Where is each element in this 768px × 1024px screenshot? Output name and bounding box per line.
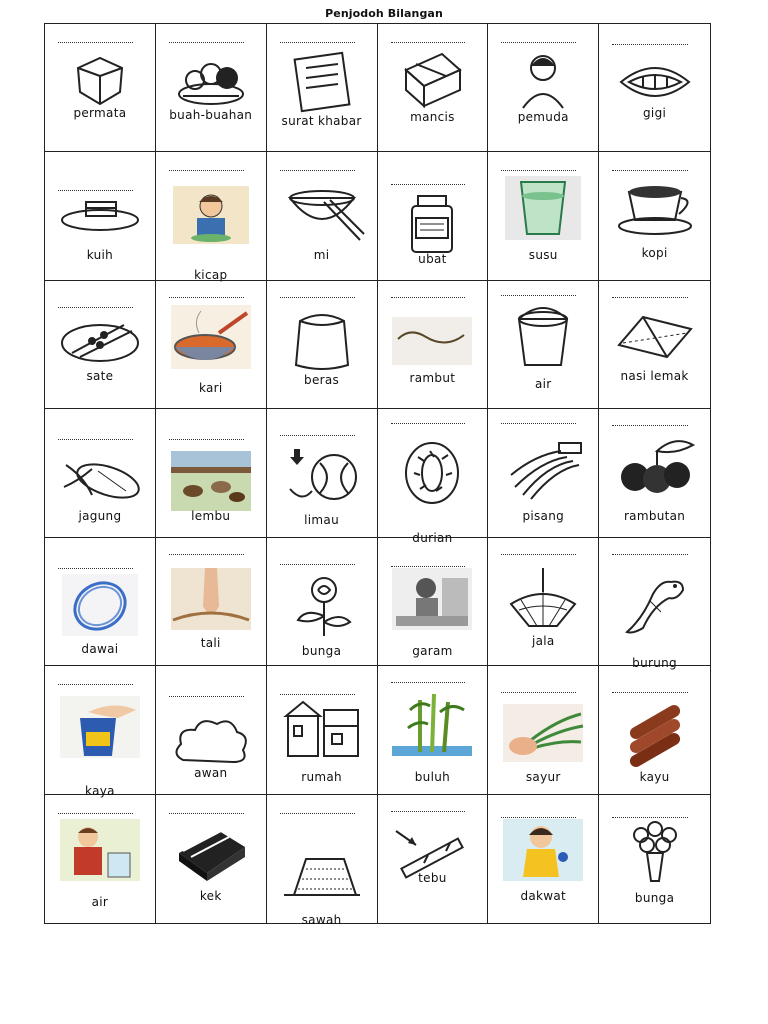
word-card-pisang	[488, 409, 599, 537]
rice-sack-icon	[280, 307, 364, 373]
answer-blank-line[interactable]	[501, 554, 576, 555]
answer-blank-line[interactable]	[501, 423, 576, 424]
answer-blank-line[interactable]	[169, 42, 244, 43]
card-word-label: kuih	[86, 248, 114, 263]
card-word-label: bunga	[634, 890, 675, 905]
answer-blank-line[interactable]	[169, 813, 244, 814]
card-word-label: dakwat	[520, 888, 567, 903]
word-card-kopi	[599, 152, 710, 280]
word-card-sawah	[267, 795, 378, 927]
answer-blank-line[interactable]	[169, 170, 244, 171]
answer-blank-line[interactable]	[280, 297, 355, 298]
answer-blank-line[interactable]	[280, 813, 355, 814]
answer-blank-line[interactable]	[501, 42, 576, 43]
word-card-mancis	[378, 24, 489, 152]
bucket-icon	[501, 303, 585, 369]
answer-blank-line[interactable]	[169, 297, 244, 298]
card-word-label: garam	[412, 643, 453, 658]
banana-bunch-icon	[501, 435, 585, 501]
house-row-icon	[280, 696, 364, 762]
card-word-label: lembu	[191, 509, 231, 524]
word-card-mi	[267, 152, 378, 280]
card-word-label: jala	[531, 633, 555, 648]
word-card-buluh	[378, 666, 489, 794]
curry-pot-icon	[169, 303, 253, 369]
card-word-label: susu	[528, 248, 558, 263]
answer-blank-line[interactable]	[612, 170, 688, 171]
jam-jar-icon	[58, 694, 142, 760]
word-card-bunga	[267, 538, 378, 666]
answer-blank-line[interactable]	[612, 425, 688, 426]
gem-icon	[58, 48, 142, 114]
corn-icon	[58, 447, 142, 513]
card-word-label: mi	[313, 248, 330, 263]
word-card-grid	[44, 23, 711, 927]
answer-blank-line[interactable]	[391, 682, 466, 683]
answer-blank-line[interactable]	[169, 696, 244, 697]
answer-blank-line[interactable]	[280, 564, 355, 565]
card-word-label: sawah	[301, 912, 342, 927]
card-word-label: mancis	[410, 110, 455, 124]
word-card-gigi	[599, 24, 710, 152]
word-card-rambut	[378, 281, 489, 409]
answer-blank-line[interactable]	[58, 439, 133, 440]
leaf-wrap-icon	[613, 305, 697, 371]
word-card-durian	[378, 409, 489, 546]
word-card-kuih	[45, 152, 156, 280]
card-word-label: bunga	[301, 643, 342, 658]
word-card-air	[488, 281, 599, 409]
card-word-label: pemuda	[517, 110, 569, 124]
answer-blank-line[interactable]	[391, 184, 466, 185]
word-card-kari	[156, 281, 267, 409]
word-card-tali	[156, 538, 267, 666]
coffee-cup-icon	[613, 174, 697, 240]
answer-blank-line[interactable]	[169, 439, 244, 440]
word-card-bunga	[599, 795, 710, 923]
word-card-nasi-lemak	[599, 281, 710, 409]
boy-drinking-icon	[58, 817, 142, 883]
card-word-label: limau	[304, 513, 339, 528]
hair-strand-icon	[390, 307, 474, 373]
glass-icon	[501, 174, 585, 240]
answer-blank-line[interactable]	[58, 42, 133, 43]
answer-blank-line[interactable]	[280, 694, 355, 695]
card-word-label: buluh	[414, 770, 451, 785]
rope-hand-icon	[169, 566, 253, 632]
girl-ink-icon	[501, 817, 585, 883]
flower-vase-icon	[613, 817, 697, 883]
firewood-icon	[613, 700, 697, 766]
answer-blank-line[interactable]	[391, 297, 466, 298]
card-word-label: sate	[86, 368, 114, 383]
answer-blank-line[interactable]	[280, 42, 355, 43]
card-word-label: pisang	[522, 509, 565, 524]
word-card-garam	[378, 538, 489, 666]
newspaper-icon	[280, 48, 364, 114]
parrot-icon	[613, 570, 697, 636]
word-card-dakwat	[488, 795, 599, 923]
card-word-label: awan	[194, 766, 228, 781]
card-word-label: sayur	[525, 770, 561, 785]
wire-coil-icon	[58, 572, 142, 638]
cake-slice-icon	[169, 817, 253, 883]
answer-blank-line[interactable]	[501, 170, 576, 171]
card-word-label: kari	[198, 380, 223, 395]
word-card-sayur	[488, 666, 599, 794]
answer-blank-line[interactable]	[391, 423, 466, 424]
card-word-label: tali	[200, 635, 221, 650]
word-card-tebu	[378, 795, 489, 923]
orange-icon	[280, 443, 364, 509]
word-card-kaya	[45, 666, 156, 799]
card-word-label: kicap	[194, 268, 228, 283]
answer-blank-line[interactable]	[58, 568, 133, 569]
durian-icon	[390, 439, 474, 505]
cake-plate-icon	[58, 176, 142, 242]
card-word-label: air	[534, 376, 552, 391]
fishing-net-icon	[501, 564, 585, 630]
card-word-label: surat khabar	[281, 114, 362, 128]
word-card-air	[45, 795, 156, 923]
word-card-burung	[599, 538, 710, 670]
card-word-label: beras	[304, 372, 340, 387]
young-man-icon	[501, 46, 585, 112]
answer-blank-line[interactable]	[501, 295, 576, 296]
word-card-rambutan	[599, 409, 710, 537]
teeth-icon	[613, 48, 697, 114]
page-title: Penjodoh Bilangan	[325, 7, 443, 20]
noodle-bowl-icon	[280, 176, 364, 242]
word-card-beras	[267, 281, 378, 409]
word-card-jala	[488, 538, 599, 666]
answer-blank-line[interactable]	[280, 435, 355, 436]
card-word-label: rumah	[301, 770, 342, 785]
answer-blank-line[interactable]	[501, 692, 576, 693]
card-word-label: rambut	[409, 370, 456, 385]
matchbox-icon	[390, 46, 474, 112]
card-word-label: kaya	[85, 784, 115, 799]
card-word-label: dawai	[81, 641, 119, 656]
cows-field-icon	[169, 447, 253, 513]
answer-blank-line[interactable]	[612, 44, 688, 45]
word-card-buah-buahan	[156, 24, 267, 152]
rambutan-icon	[613, 431, 697, 497]
paddy-field-icon	[280, 835, 364, 901]
answer-blank-line[interactable]	[169, 554, 244, 555]
word-card-ubat	[378, 152, 489, 280]
card-word-label: buah-buahan	[169, 108, 253, 122]
answer-blank-line[interactable]	[612, 692, 688, 693]
card-word-label: air	[91, 894, 109, 909]
card-word-label: ubat	[418, 252, 447, 267]
answer-blank-line[interactable]	[391, 811, 466, 812]
bamboo-icon	[390, 690, 474, 756]
word-card-pemuda	[488, 24, 599, 152]
fruit-basket-icon	[169, 46, 253, 112]
card-word-label: tebu	[418, 870, 447, 885]
word-card-rumah	[267, 666, 378, 794]
card-word-label: gigi	[643, 106, 667, 120]
boy-eating-icon	[169, 182, 253, 248]
satay-plate-icon	[58, 303, 142, 369]
card-word-label: kopi	[641, 246, 668, 261]
answer-blank-line[interactable]	[280, 170, 355, 171]
answer-blank-line[interactable]	[612, 554, 688, 555]
word-card-surat-khabar	[267, 24, 378, 152]
word-card-kek	[156, 795, 267, 923]
card-word-label: kek	[199, 888, 222, 903]
girl-kitchen-icon	[390, 566, 474, 632]
vegetable-bunch-icon	[501, 700, 585, 766]
word-card-kicap	[156, 152, 267, 283]
word-card-susu	[488, 152, 599, 280]
card-word-label: rambutan	[623, 509, 686, 524]
answer-blank-line[interactable]	[391, 42, 466, 43]
word-card-lembu	[156, 409, 267, 537]
answer-blank-line[interactable]	[612, 297, 688, 298]
card-word-label: burung	[632, 655, 677, 670]
word-card-permata	[45, 24, 156, 152]
word-card-jagung	[45, 409, 156, 537]
answer-blank-line[interactable]	[58, 813, 133, 814]
word-card-awan	[156, 666, 267, 794]
card-word-label: durian	[412, 531, 453, 546]
medicine-bottle-icon	[390, 190, 474, 256]
word-card-kayu	[599, 666, 710, 794]
rose-icon	[280, 572, 364, 638]
card-word-label: nasi lemak	[620, 368, 689, 383]
card-word-label: permata	[73, 106, 127, 120]
card-word-label: jagung	[78, 509, 122, 524]
word-card-sate	[45, 281, 156, 409]
word-card-limau	[267, 409, 378, 537]
word-card-dawai	[45, 538, 156, 666]
card-word-label: kayu	[639, 770, 670, 785]
answer-blank-line[interactable]	[58, 684, 133, 685]
